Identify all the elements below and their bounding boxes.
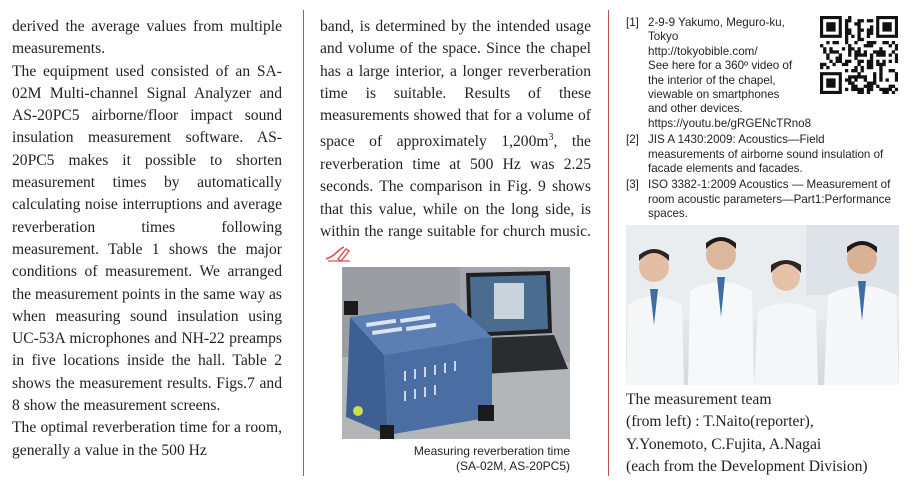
reference-line: 2-9-9 Yakumo, Meguro-ku, Tokyo [648,16,785,44]
reference-number: [2] [626,133,639,147]
reference-text: ISO 3382-1:2009 Acoustics — Measurement of room acoustic parameters—Part1:Performance spaces. [648,178,891,221]
reference-text: JIS A 1430:2009: Acoustics—Field measurements of airborne sound insulation of facade elements and facades. [648,133,884,176]
caption-line: (each from the Development Division) [626,457,868,475]
body-text-column-2 [320,16,591,270]
column-divider [303,10,304,476]
reference-line: See here for a 360º video of [648,59,793,73]
reference-line: and other devices. [648,102,743,116]
reference-link[interactable]: http://tokyobible.com/ [648,44,758,58]
paragraph: The equipment used consisted of an SA-02M Multi-channel Signal Analyzer and AS-20PC5 airborne/floor impact sound insulation measurement software. AS-20PC5 makes it possible to shorten measurement times by automatically calculating noise interruptions and average reverberation times following measurement. Table 1 shows the major conditions of measurement. We arranged the measurement points in the same way as when measuring sound insulation using UC-53A microphones and NH-22 preamps in five locations inside the hall. Table 2 shows the measurement results. Figs.7 and 8 show the measurement screens. [12,62,282,415]
paragraph: derived the average values from multiple measurements. [12,18,282,58]
caption-line: (from left) : T.Naito(reporter), [626,413,814,431]
paragraph [320,16,591,270]
qr-code-icon[interactable] [820,16,898,94]
reference-number: [3] [626,178,639,192]
caption-line: Measuring reverberation time [413,444,570,458]
paragraph: The optimal reverberation time for a room, generally a value in the 500 Hz [12,419,282,459]
reference-item [626,133,901,176]
column-divider [608,10,609,476]
paragraph-text: , the reverberation time at 500 Hz was 2.25 seconds. The comparison in Fig. 9 shows that this value, while on the long side, is within the range suitable for church music. [320,133,591,240]
measurement-team-photo [626,225,899,385]
photo-caption [342,444,570,474]
caption-line: Y.Yonemoto, C.Fujita, A.Nagai [626,435,822,453]
team-photo-caption [626,389,911,478]
caption-line: (SA-02M, AS-20PC5) [455,459,570,473]
caption-line: The measurement team [626,391,772,408]
superscript: 3 [548,132,554,144]
paragraph-text: band, is determined by the intended usage and volume of the space. Since the chapel has a large interior, a longer reverberation time is suitable. Results of these measurements showed that for a volume of space of approximately 1,200m [320,18,591,151]
reference-line: viewable on smartphones [648,88,780,102]
reference-number: [1] [626,16,639,29]
reference-item [626,178,901,221]
body-text-column-1 [12,16,282,462]
measurement-equipment-photo [342,267,570,439]
reference-line: the interior of the chapel, [648,73,776,87]
reference-link[interactable]: https://youtu.be/gRGENcTRno8 [648,116,812,130]
